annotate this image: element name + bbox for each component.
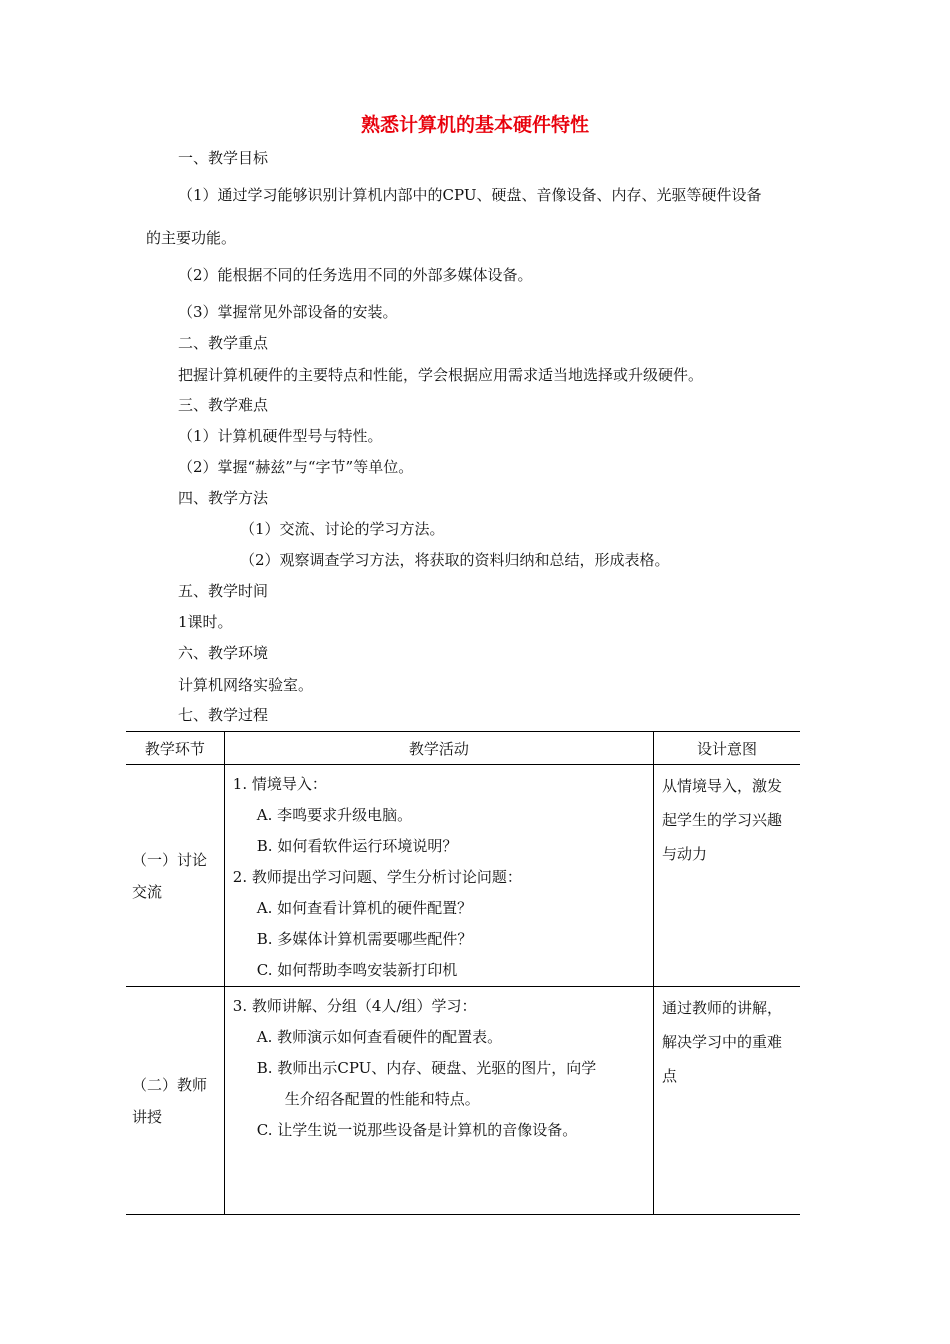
table-row xyxy=(126,987,800,1215)
goal-2: （2）能根据不同的任务选用不同的外部多媒体设备。 xyxy=(178,266,533,284)
activity-subitem: B. 如何看软件运行环境说明？ xyxy=(256,837,458,855)
activity-subitem: C. 让学生说一说那些设备是计算机的音像设备。 xyxy=(256,1121,578,1139)
activity-item: 1. 情境导入： xyxy=(232,775,327,793)
goal-3: （3）掌握常见外部设备的安装。 xyxy=(178,303,398,321)
goal-1-line-2: 的主要功能。 xyxy=(146,229,237,247)
stage-cell xyxy=(126,765,224,987)
environment-heading: 六、教学环境 xyxy=(178,644,269,662)
activity-subitem: A. 如何查看计算机的硬件配置？ xyxy=(256,899,473,917)
method-2: （2）观察调查学习方法，将获取的资料归纳和总结，形成表格。 xyxy=(240,551,670,569)
goal-1-line-1: （1）通过学习能够识别计算机内部中的CPU、硬盘、音像设备、内存、光驱等硬件设备 xyxy=(178,186,762,204)
activity-continuation: 生介绍各配置的性能和特点。 xyxy=(284,1090,480,1108)
difficulty-1: （1）计算机硬件型号与特性。 xyxy=(178,427,383,445)
document-title: 熟悉计算机的基本硬件特性 xyxy=(360,114,589,136)
focus-heading: 二、教学重点 xyxy=(178,334,269,352)
activity-cell xyxy=(224,765,653,987)
difficulty-2: （2）掌握“赫兹”与“字节”等单位。 xyxy=(178,458,414,476)
activity-subitem: A. 李鸣要求升级电脑。 xyxy=(256,806,413,824)
stage-label: （一）讨论交流 xyxy=(132,850,208,901)
table-header-row xyxy=(126,732,800,765)
header-activity: 教学活动 xyxy=(224,732,653,765)
stage-label: （二）教师讲授 xyxy=(132,1075,208,1126)
activity-subitem: C. 如何帮助李鸣安装新打印机 xyxy=(256,961,458,979)
activity-subitem: B. 多媒体计算机需要哪些配件？ xyxy=(256,930,473,948)
activity-item: 3. 教师讲解、分组（4人/组）学习： xyxy=(232,997,477,1015)
method-1: （1）交流、讨论的学习方法。 xyxy=(240,520,445,538)
time-heading: 五、教学时间 xyxy=(178,582,269,600)
activity-cell xyxy=(224,987,653,1215)
header-intent: 设计意图 xyxy=(654,732,800,765)
intent-cell: 通过教师的讲解，解决学习中的重难点 xyxy=(654,987,800,1215)
activity-subitem: A. 教师演示如何查看硬件的配置表。 xyxy=(256,1028,503,1046)
lesson-process-table xyxy=(126,731,800,1215)
table-row xyxy=(126,765,800,987)
environment-text: 计算机网络实验室。 xyxy=(178,676,314,694)
goals-heading: 一、教学目标 xyxy=(178,149,269,167)
time-text: 1课时。 xyxy=(178,613,233,631)
activity-subitem: B. 教师出示CPU、内存、硬盘、光驱的图片，向学 xyxy=(256,1059,597,1077)
focus-text: 把握计算机硬件的主要特点和性能，学会根据应用需求适当地选择或升级硬件。 xyxy=(178,366,704,384)
activity-item: 2. 教师提出学习问题、学生分析讨论问题： xyxy=(232,868,522,886)
difficulty-heading: 三、教学难点 xyxy=(178,396,269,414)
process-heading: 七、教学过程 xyxy=(178,706,269,724)
intent-cell: 从情境导入，激发起学生的学习兴趣与动力 xyxy=(654,765,800,987)
header-stage: 教学环节 xyxy=(126,732,224,765)
method-heading: 四、教学方法 xyxy=(178,489,269,507)
stage-cell xyxy=(126,987,224,1215)
